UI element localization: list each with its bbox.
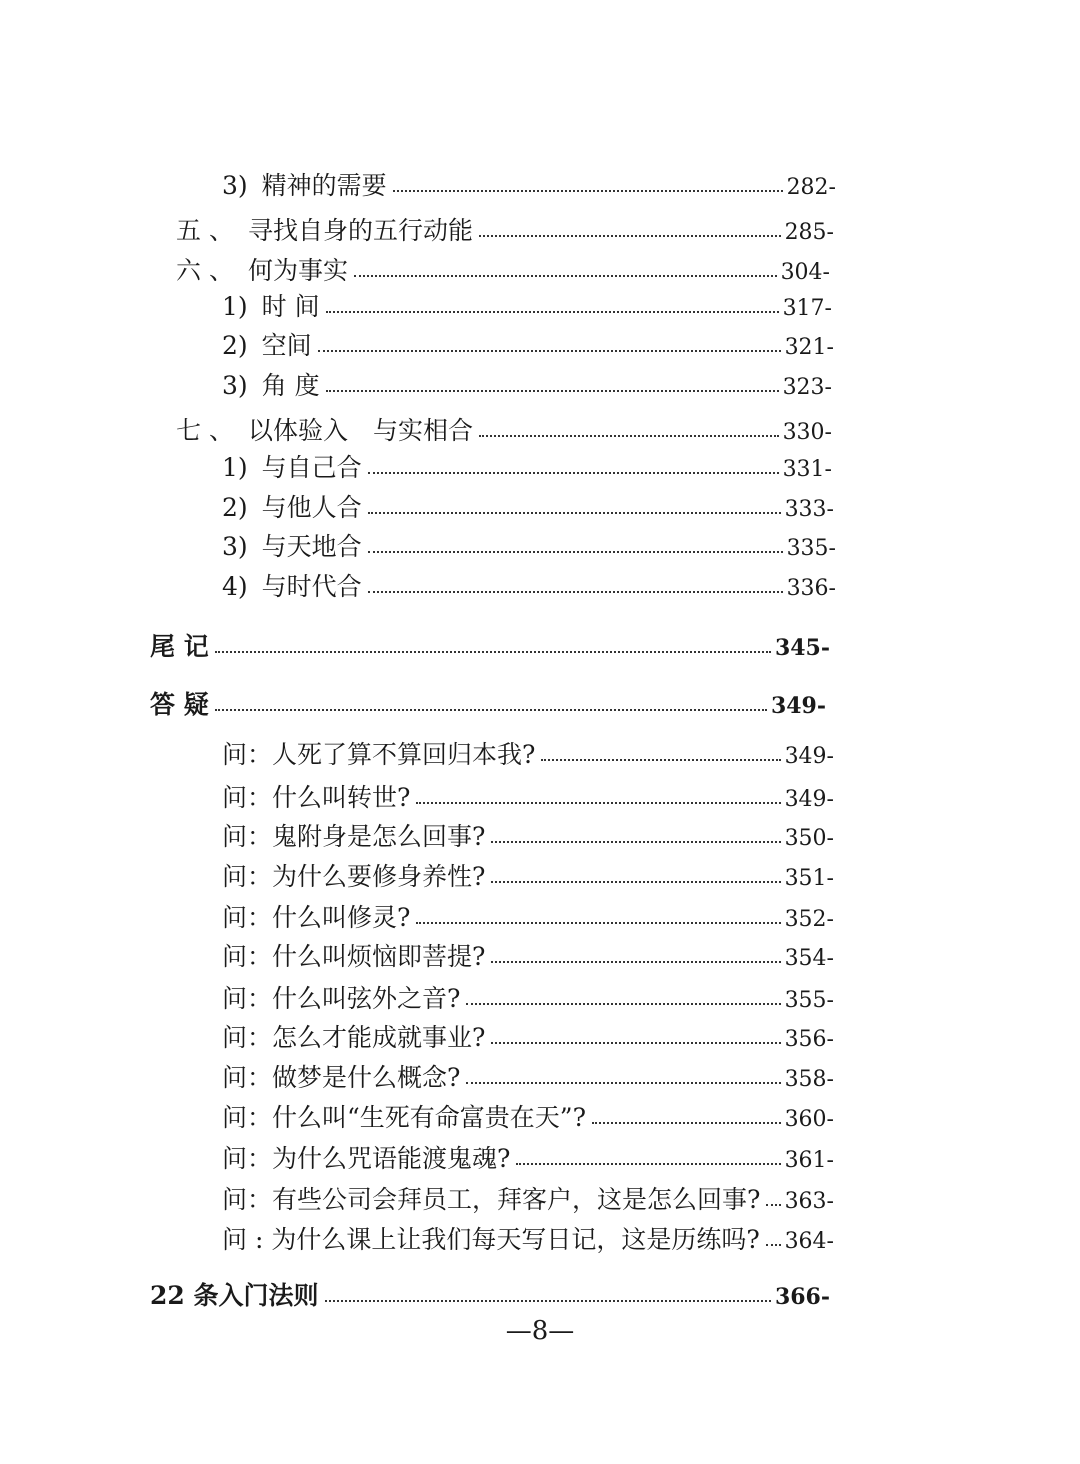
dot-leader [215,709,767,711]
toc-entry [222,567,836,601]
toc-entry-title: 尾 记 [150,632,209,661]
toc-entry [222,898,834,932]
dot-leader [466,1003,780,1005]
toc-entry-page: 350- [784,826,834,851]
toc-entry [222,1018,834,1052]
dot-leader [416,922,780,924]
toc-entry [222,735,834,769]
toc-entry-title: 与自己合 [261,453,362,482]
toc-entry [222,326,834,360]
toc-entry-page: 360- [784,1107,834,1132]
toc-entry [222,1098,834,1132]
dot-leader [326,390,779,392]
toc-entry-title: 问：有些公司会拜员工，拜客户，这是怎么回事? [222,1185,761,1214]
toc-entry [222,979,834,1013]
toc-entry [222,937,834,971]
dot-leader [466,1082,780,1084]
dot-leader [368,472,779,474]
dot-leader [491,841,780,843]
toc-entry-page: 323- [782,375,832,400]
dot-leader [491,881,780,883]
toc-entry-page: 285- [784,220,834,245]
dot-leader [592,1122,781,1124]
toc-entry-page: 335- [786,536,836,561]
toc-entry-page: 352- [784,907,834,932]
toc-entry-page: 330- [782,420,832,445]
toc-entry-number: 1) [222,453,248,482]
toc-entry-title: 时 间 [261,292,320,321]
toc-entry-title: 问：什么叫弦外之音? [222,984,461,1013]
toc-entry-title: 22 条入门法则 [150,1281,319,1310]
toc-entry-number: 3) [222,532,248,561]
toc-entry [222,366,832,400]
toc-entry-page: 349- [770,693,826,719]
dot-leader [354,275,777,277]
toc-entry [222,166,836,200]
dot-leader [766,1204,780,1206]
toc-entry [150,1276,830,1310]
toc-entry-title: 何为事实 [247,256,348,285]
toc-entry-page: 317- [782,296,832,321]
toc-entry [176,411,832,445]
toc-entry-page: 345- [774,635,830,661]
toc-entry-title: 空间 [261,331,312,360]
dot-leader [318,350,781,352]
toc-entry-number: 1) [222,292,248,321]
toc-entry-title: 问：鬼附身是怎么回事? [222,822,486,851]
toc-entry-title: 问：什么叫转世? [222,783,411,812]
dot-leader [368,551,783,553]
toc-entry [222,1180,834,1214]
toc-entry-page: 336- [786,576,836,601]
toc-entry-page: 361- [784,1148,834,1173]
toc-entry-page: 333- [784,497,834,522]
toc-entry-page: 351- [784,866,834,891]
toc-entry [222,287,832,321]
toc-entry-number: 2) [222,331,248,360]
toc-entry-title: 问：为什么咒语能渡鬼魂? [222,1144,511,1173]
toc-entry [222,527,836,561]
toc-entry-title: 与他人合 [261,493,362,522]
toc-entry-title: 精神的需要 [261,171,387,200]
toc-entry [176,251,830,285]
dot-leader [766,1244,781,1246]
dot-leader [325,1300,771,1302]
toc-entry-page: 321- [784,335,834,360]
toc-entry [222,1220,834,1254]
toc-entry-title: 问 : 为什么课上让我们每天写日记，这是历练吗? [222,1225,760,1254]
toc-entry-page: 364- [784,1229,834,1254]
toc-entry-title: 问：什么叫烦恼即菩提? [222,942,486,971]
toc-entry-page: 304- [780,260,830,285]
toc-entry [222,488,834,522]
toc-entry-page: 355- [784,988,834,1013]
dot-leader [393,190,783,192]
toc-entry-title: 寻找自身的五行动能 [247,216,473,245]
toc-entry-page: 331- [782,457,832,482]
toc-entry-title: 角 度 [261,371,320,400]
page-number: —8— [505,1316,575,1346]
toc-entry [222,817,834,851]
toc-entry-page: 366- [774,1284,830,1310]
toc-entry-title: 以体验入 与实相合 [247,416,473,445]
toc-entry-title: 与时代合 [261,572,362,601]
dot-leader [491,961,780,963]
toc-entry-page: 354- [784,946,834,971]
toc-entry-title: 问：人死了算不算回归本我? [222,740,536,769]
toc-entry [176,211,834,245]
toc-entry-number: 六 、 [176,256,234,285]
toc-entry [222,448,832,482]
toc-entry [150,627,830,661]
toc-entry-number: 3) [222,171,248,200]
dot-leader [368,512,781,514]
dot-leader [541,759,780,761]
dot-leader [516,1163,780,1165]
dot-leader [416,802,780,804]
toc-entry-number: 五 、 [176,216,234,245]
toc-entry [150,685,826,719]
toc-entry-title: 问：什么叫“生死有命富贵在天”? [222,1103,586,1132]
toc-entry-page: 349- [784,787,834,812]
dot-leader [479,435,779,437]
dot-leader [215,651,771,653]
toc-entry [222,1139,834,1173]
toc-entry-title: 答 疑 [150,690,209,719]
toc-entry-title: 问：什么叫修灵? [222,903,411,932]
toc-entry-page: 356- [784,1027,834,1052]
toc-entry-page: 282- [786,175,836,200]
toc-entry-number: 4) [222,572,248,601]
toc-entry-number: 3) [222,371,248,400]
toc-entry-page: 358- [784,1067,834,1092]
toc-entry-page: 349- [784,744,834,769]
toc-entry-number: 2) [222,493,248,522]
dot-leader [368,591,783,593]
toc-entry [222,857,834,891]
toc-entry-title: 问：为什么要修身养性? [222,862,486,891]
toc-entry-page: 363- [784,1189,834,1214]
toc-entry-number: 七 、 [176,416,234,445]
toc-entry-title: 与天地合 [261,532,362,561]
toc-entry [222,1058,834,1092]
dot-leader [491,1042,780,1044]
toc-entry [222,778,834,812]
toc-entry-title: 问：做梦是什么概念? [222,1063,461,1092]
toc-entry-title: 问：怎么才能成就事业? [222,1023,486,1052]
dot-leader [326,311,779,313]
dot-leader [479,235,781,237]
